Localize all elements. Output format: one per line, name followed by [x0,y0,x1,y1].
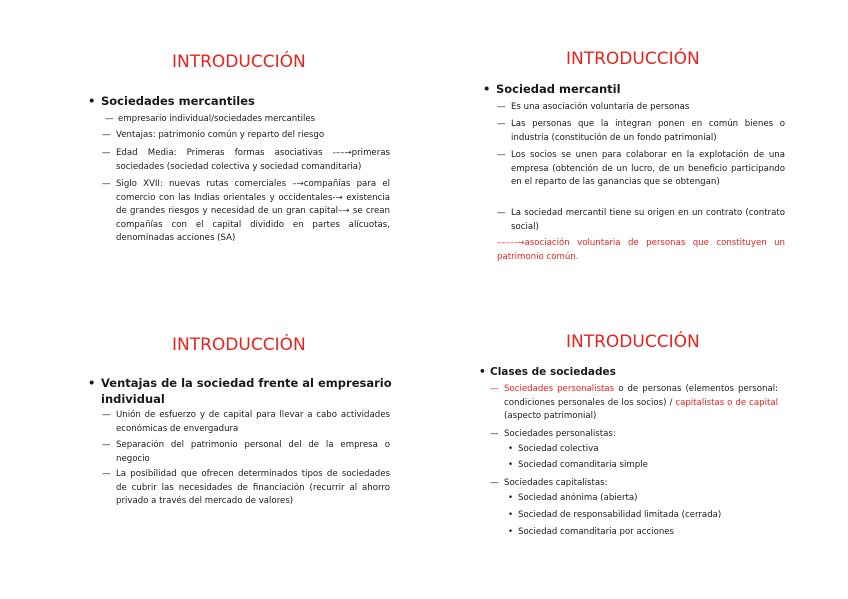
slide2-highlight: ––––-→asociación voluntaria de personas que constituyen un patrimonio común. [497,238,785,262]
slide2-heading: • Sociedad mercantil [483,82,621,96]
slide4-classes: — Sociedades personalistas o de personas (elementos personal: condiciones personales de los socios) / capitalistas o de capital (aspecto patrimonial) [490,384,779,422]
slide1-item: — Ventajas: patrimonio común y reparto del riesgo [102,130,325,140]
slide3-heading-cont: individual [101,392,165,406]
slide2-item: — Los socios se unen para colaborar en la explotación de una empresa (obtención de un lucro, de un beneficio participando en el reparto de las ganancias que se obtengan) [497,150,785,188]
slide3-item: — Separación del patrimonio personal del de la empresa o negocio [102,440,390,464]
slide4-list-item: • Sociedad anónima (abierta) [508,493,638,503]
slide3-item: — Unión de esfuerzo y de capital para llevar a cabo actividades económicas de envergadura [102,410,390,434]
slide4-list-item: • Sociedad comanditaria por acciones [508,527,675,537]
slide2-item: — Las personas que la integran ponen en común bienes o industria (constitución de un fondo patrimonial) [497,119,785,143]
slide4-personalistas-label: — Sociedades personalistas: [490,429,616,439]
slide1-heading: • Sociedades mercantiles [88,94,255,108]
slide2-item: — La sociedad mercantil tiene su origen en un contrato (contrato social) [497,208,785,232]
slide2-title: INTRODUCCIÓN [566,49,700,69]
slide4-list-item: • Sociedad colectiva [508,444,599,454]
bullet-icon: • [479,366,486,378]
slide4-capitalistas-label: — Sociedades capitalistas: [490,478,608,488]
bullet-icon: • [483,82,491,96]
slide4-list-item: • Sociedad de responsabilidad limitada (cerrada) [508,510,722,520]
slide3-title: INTRODUCCIÓN [172,335,306,355]
bullet-icon: • [88,376,96,390]
slide1-item: — Edad Media: Primeras formas asociativas -––→primeras sociedades (sociedad colectiva y sociedad comanditaria) [102,148,390,172]
slide3-item: — La posibilidad que ofrecen determinados tipos de sociedades de cubrir las necesidades de financiación (recurrir al ahorro privado a través del mercado de valores) [102,469,390,507]
slide4-title: INTRODUCCIÓN [566,332,700,352]
slide4-list-item: • Sociedad comanditaria simple [508,460,648,470]
slide1-title: INTRODUCCIÓN [172,52,306,72]
bullet-icon: • [88,94,96,108]
slide2-item: — Es una asociación voluntaria de personas [497,102,690,112]
slide1-item: — Siglo XVII: nuevas rutas comerciales –→compañías para el comercio con las Indias orientales y occidentales-→ existencia de grandes riesgos y necesidad de un gran capital–→ se crean compañías con el capital dividido en partes alícuotas, denominadas acciones (SA) [102,179,390,244]
slide1-item: — empresario individual/sociedades mercantiles [105,114,316,124]
slide3-heading: • Ventajas de la sociedad frente al empresario [88,376,392,390]
slide4-heading: • Clases de sociedades [479,366,616,378]
